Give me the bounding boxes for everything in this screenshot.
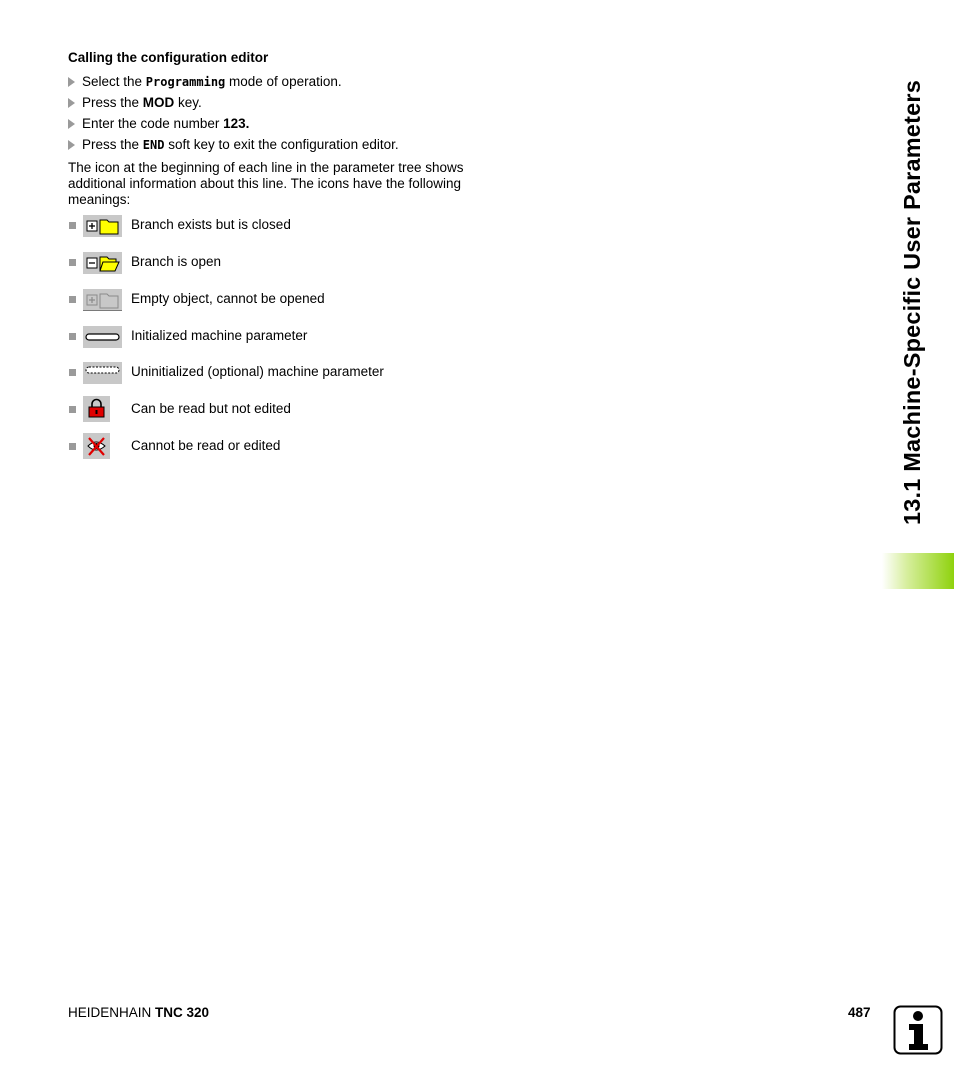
legend-label: Uninitialized (optional) machine parameter bbox=[131, 364, 384, 379]
chapter-title-text: 13.1 Machine-Specific User Parameters bbox=[899, 80, 925, 525]
page-number: 487 bbox=[848, 1005, 871, 1020]
key-label: MOD bbox=[142, 95, 175, 110]
code-number: 123. bbox=[223, 116, 250, 131]
legend-item bbox=[68, 435, 488, 459]
square-bullet-icon bbox=[69, 333, 76, 340]
legend-label: Empty object, cannot be opened bbox=[131, 291, 325, 306]
step-item bbox=[68, 113, 399, 134]
footer-product bbox=[68, 1005, 209, 1020]
arrow-bullet-icon bbox=[68, 98, 75, 108]
step-item bbox=[68, 134, 399, 155]
legend-item bbox=[68, 398, 488, 422]
square-bullet-icon bbox=[69, 443, 76, 450]
soft-key-label: END bbox=[142, 137, 165, 152]
no-access-icon bbox=[83, 433, 110, 459]
legend-label: Branch exists but is closed bbox=[131, 217, 291, 232]
empty-object-icon bbox=[83, 289, 122, 311]
branch-open-icon bbox=[83, 252, 122, 274]
step-text-pre: Enter the code number bbox=[82, 116, 224, 131]
legend-item bbox=[68, 361, 488, 385]
legend-item bbox=[68, 214, 488, 238]
arrow-bullet-icon bbox=[68, 77, 75, 87]
footer-brand: HEIDENHAIN bbox=[68, 1005, 156, 1020]
step-text-post: key. bbox=[174, 95, 202, 110]
step-text-post: mode of operation. bbox=[225, 74, 342, 89]
read-only-lock-icon bbox=[83, 396, 110, 422]
square-bullet-icon bbox=[69, 222, 76, 229]
intro-paragraph: The icon at the beginning of each line in the parameter tree shows additional information about this line. The icons have the following meanings: bbox=[68, 160, 464, 207]
branch-closed-icon bbox=[83, 215, 122, 237]
chapter-tab-marker bbox=[882, 553, 954, 589]
square-bullet-icon bbox=[69, 406, 76, 413]
square-bullet-icon bbox=[69, 369, 76, 376]
legend-label: Cannot be read or edited bbox=[131, 438, 281, 453]
square-bullet-icon bbox=[69, 259, 76, 266]
info-icon bbox=[893, 1005, 943, 1055]
step-text-post: soft key to exit the configuration editor. bbox=[164, 137, 399, 152]
uninitialized-parameter-icon bbox=[83, 362, 122, 384]
legend-label: Initialized machine parameter bbox=[131, 328, 308, 343]
instruction-steps bbox=[68, 71, 399, 155]
legend-item bbox=[68, 251, 488, 275]
arrow-bullet-icon bbox=[68, 140, 75, 150]
footer-model: TNC 320 bbox=[155, 1005, 210, 1020]
step-text-pre: Press the bbox=[82, 95, 143, 110]
step-item bbox=[68, 92, 399, 113]
legend-label: Branch is open bbox=[131, 254, 222, 269]
legend-label: Can be read but not edited bbox=[131, 401, 291, 416]
legend-item bbox=[68, 288, 488, 312]
legend-item bbox=[68, 325, 488, 349]
step-text-pre: Press the bbox=[82, 137, 143, 152]
step-item bbox=[68, 71, 399, 92]
section-heading: Calling the configuration editor bbox=[68, 50, 269, 65]
initialized-parameter-icon bbox=[83, 326, 122, 348]
arrow-bullet-icon bbox=[68, 119, 75, 129]
step-text-pre: Select the bbox=[82, 74, 146, 89]
soft-key-label: Programming bbox=[145, 74, 226, 89]
square-bullet-icon bbox=[69, 296, 76, 303]
